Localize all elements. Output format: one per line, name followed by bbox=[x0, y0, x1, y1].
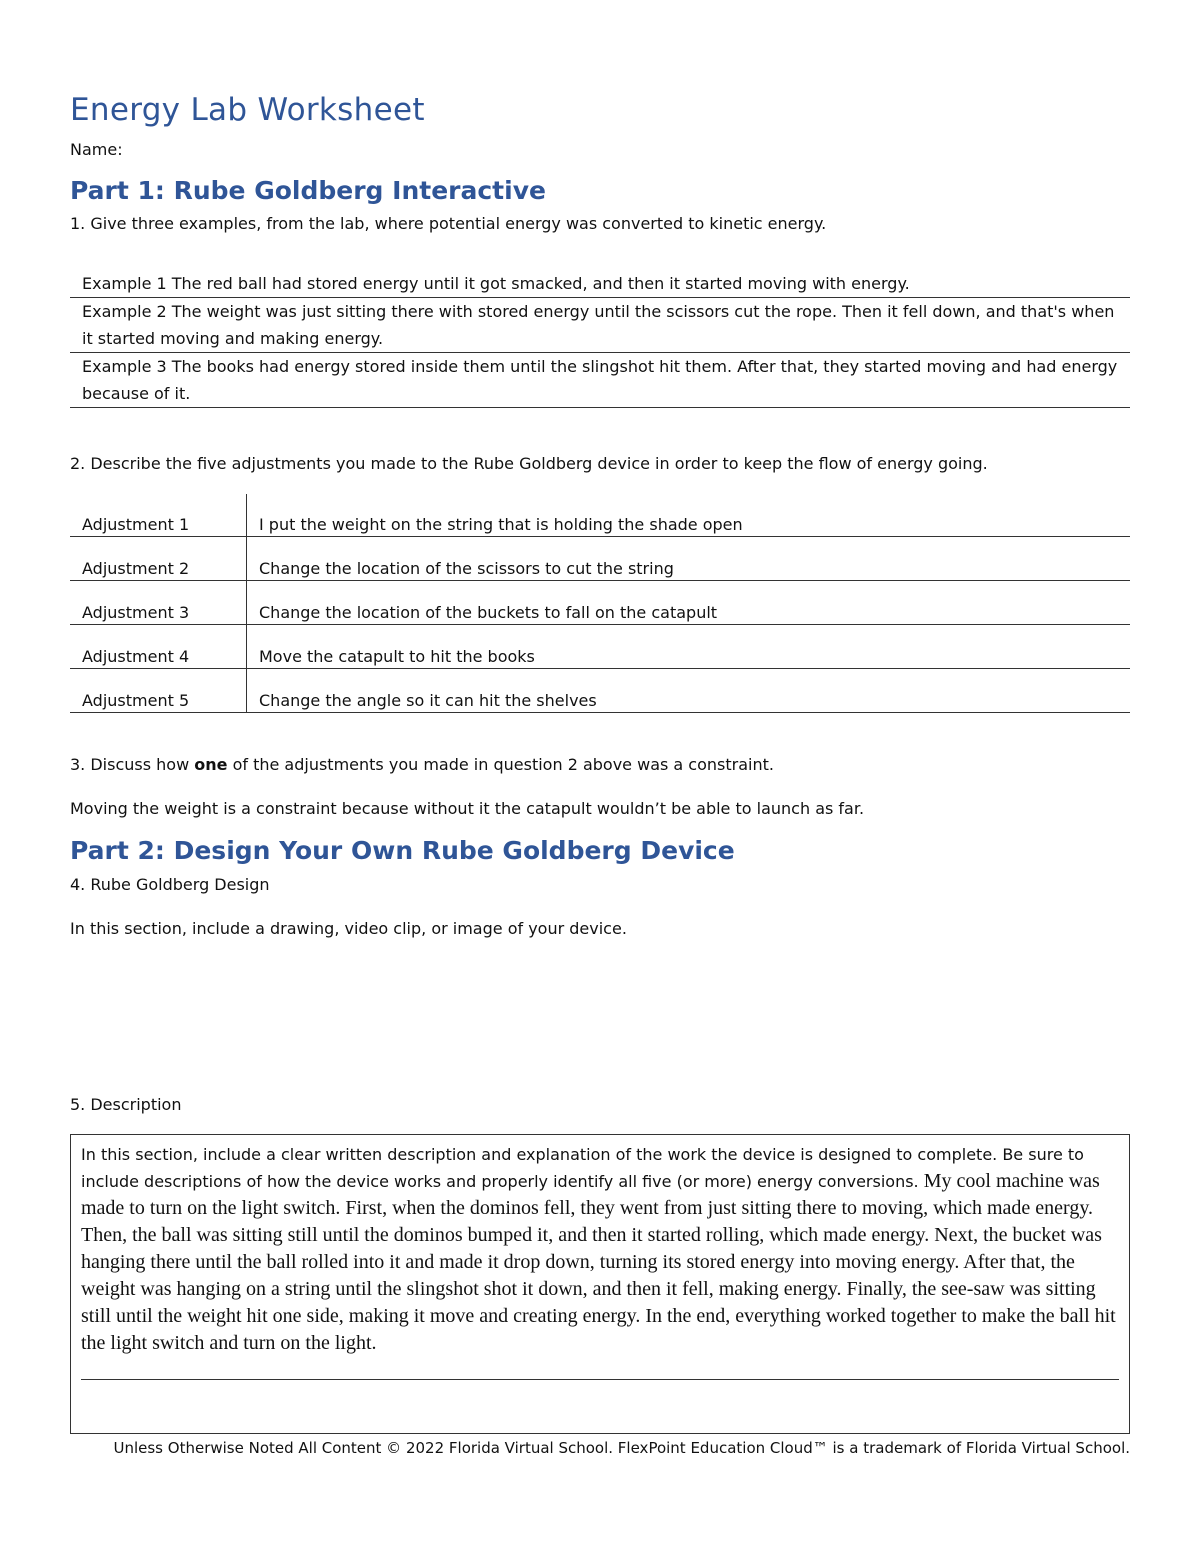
question-2: 2. Describe the five adjustments you made to the Rube Goldberg device in order to keep the flow of energy going. bbox=[70, 454, 988, 473]
description-text bbox=[81, 1141, 1121, 1357]
adjustment-1-label: Adjustment 1 bbox=[70, 494, 247, 537]
adjustment-5-value[interactable]: Change the angle so it can hit the shelves bbox=[247, 669, 1131, 713]
description-instruction: In this section, include a clear written description and explanation of the work the device is designed to complete. Be sure to include descriptions of how the device works and properly identify all five (or more) energy conversions. bbox=[81, 1145, 1084, 1191]
question-3-emphasis: one bbox=[194, 755, 228, 774]
question-4: 4. Rube Goldberg Design bbox=[70, 875, 270, 894]
question-1: 1. Give three examples, from the lab, where potential energy was converted to kinetic energy. bbox=[70, 214, 827, 233]
question-4-instruction: In this section, include a drawing, video clip, or image of your device. bbox=[70, 919, 627, 938]
table-row bbox=[70, 353, 1130, 408]
question-3-answer[interactable]: Moving the weight is a constraint because without it the catapult wouldn’t be able to launch as far. bbox=[70, 799, 865, 818]
description-box[interactable] bbox=[70, 1134, 1130, 1434]
table-row bbox=[70, 537, 1130, 581]
table-row bbox=[70, 669, 1130, 713]
question-3 bbox=[70, 755, 774, 774]
description-answer[interactable]: My cool machine was made to turn on the light switch. First, when the dominos fell, they went from just sitting there to moving, which made energy. Then, the ball was sitting still until the dominos bumped it, and then it started rolling, which made energy. Next, the bucket was hanging there until the ball rolled into it and made it drop down, turning its stored energy into moving energy. After that, the weight was hanging on a string until the slingshot shot it down, and then it fell, making energy. Finally, the see-saw was sitting still until the weight hit one side, making it move and creating energy. In the end, everything worked together to make the ball hit the light switch and turn on the light. bbox=[81, 1170, 1116, 1354]
question-3-prefix: 3. Discuss how bbox=[70, 755, 195, 774]
adjustments-table bbox=[70, 494, 1130, 713]
description-divider bbox=[81, 1379, 1119, 1380]
question-3-suffix: of the adjustments you made in question 2 above was a constraint. bbox=[227, 755, 774, 774]
example-1-cell[interactable]: Example 1 The red ball had stored energy until it got smacked, and then it started moving with energy. bbox=[70, 270, 1130, 298]
adjustment-3-value[interactable]: Change the location of the buckets to fall on the catapult bbox=[247, 581, 1131, 625]
table-row bbox=[70, 270, 1130, 298]
adjustment-4-label: Adjustment 4 bbox=[70, 625, 247, 669]
name-label: Name: bbox=[70, 140, 123, 159]
page-title: Energy Lab Worksheet bbox=[70, 92, 425, 128]
part1-heading: Part 1: Rube Goldberg Interactive bbox=[70, 176, 546, 205]
part2-heading: Part 2: Design Your Own Rube Goldberg Device bbox=[70, 836, 735, 865]
adjustment-5-label: Adjustment 5 bbox=[70, 669, 247, 713]
examples-table bbox=[70, 270, 1130, 408]
adjustment-4-value[interactable]: Move the catapult to hit the books bbox=[247, 625, 1131, 669]
adjustment-3-label: Adjustment 3 bbox=[70, 581, 247, 625]
table-row bbox=[70, 581, 1130, 625]
table-row bbox=[70, 494, 1130, 537]
adjustment-1-value[interactable]: I put the weight on the string that is holding the shade open bbox=[247, 494, 1131, 537]
table-row bbox=[70, 298, 1130, 353]
adjustment-2-label: Adjustment 2 bbox=[70, 537, 247, 581]
question-5: 5. Description bbox=[70, 1095, 182, 1114]
table-row bbox=[70, 625, 1130, 669]
adjustment-2-value[interactable]: Change the location of the scissors to cut the string bbox=[247, 537, 1131, 581]
example-3-cell[interactable]: Example 3 The books had energy stored inside them until the slingshot hit them. After that, they started moving and had energy because of it. bbox=[70, 353, 1130, 408]
footer-copyright: Unless Otherwise Noted All Content © 2022 Florida Virtual School. FlexPoint Education Cloud™ is a trademark of Florida Virtual School. bbox=[113, 1439, 1130, 1457]
example-2-cell[interactable]: Example 2 The weight was just sitting there with stored energy until the scissors cut the rope. Then it fell down, and that's when it started moving and making energy. bbox=[70, 298, 1130, 353]
